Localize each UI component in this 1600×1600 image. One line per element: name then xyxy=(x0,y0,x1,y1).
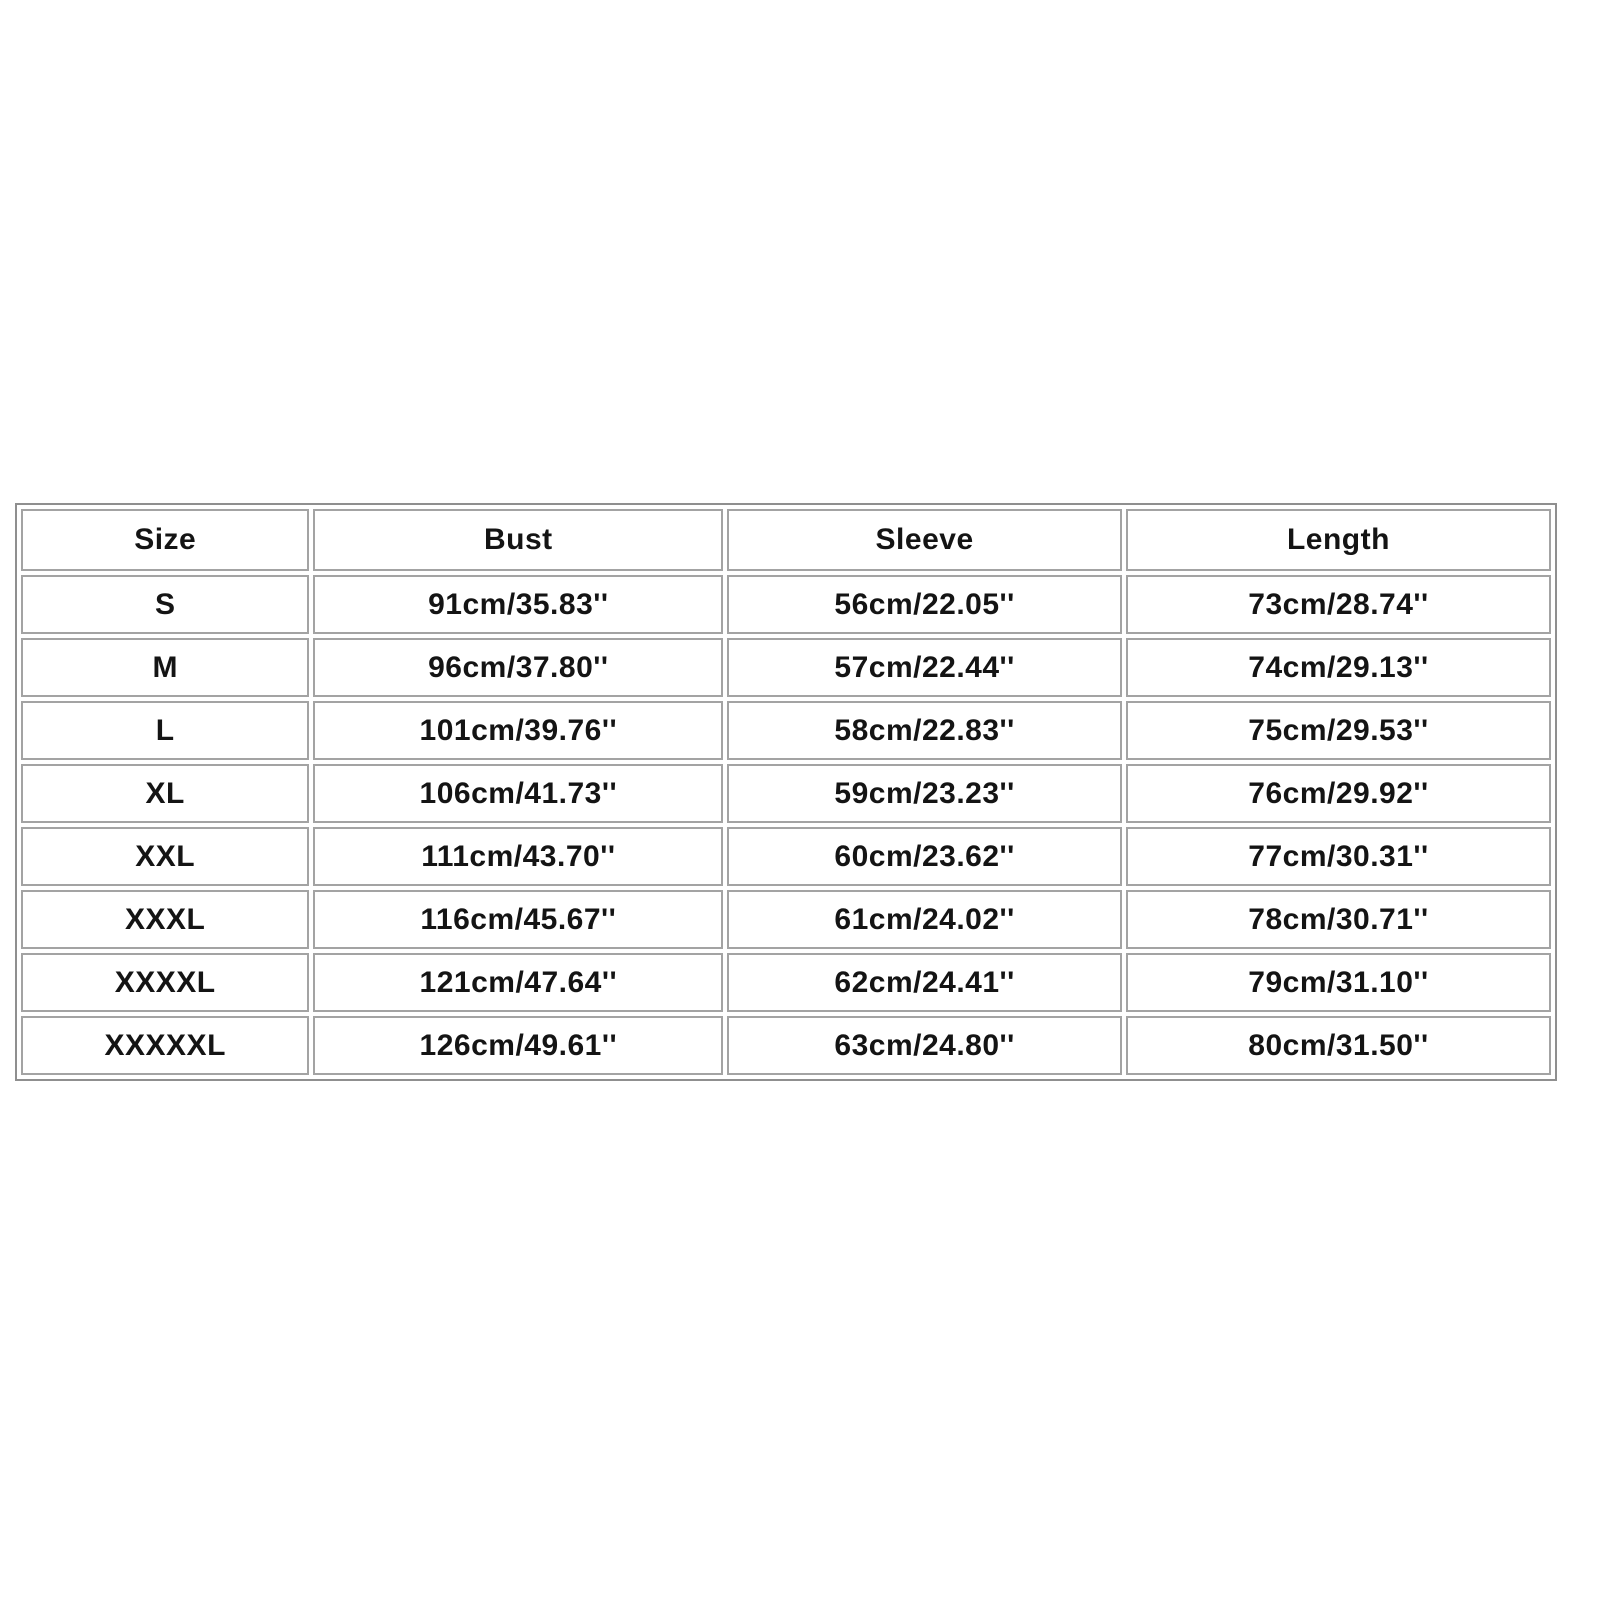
size-cell: XXXXXL xyxy=(21,1016,309,1075)
length-cell: 77cm/30.31'' xyxy=(1126,827,1551,886)
header-row xyxy=(21,509,1551,571)
table-row xyxy=(21,764,1551,823)
length-cell: 80cm/31.50'' xyxy=(1126,1016,1551,1075)
bust-cell: 126cm/49.61'' xyxy=(313,1016,723,1075)
sleeve-cell: 61cm/24.02'' xyxy=(727,890,1122,949)
column-header-length: Length xyxy=(1126,509,1551,571)
table-row xyxy=(21,1016,1551,1075)
bust-cell: 91cm/35.83'' xyxy=(313,575,723,634)
size-cell: XXXL xyxy=(21,890,309,949)
length-cell: 79cm/31.10'' xyxy=(1126,953,1551,1012)
sleeve-cell: 59cm/23.23'' xyxy=(727,764,1122,823)
size-chart-table xyxy=(15,503,1557,1081)
sleeve-cell: 56cm/22.05'' xyxy=(727,575,1122,634)
bust-cell: 116cm/45.67'' xyxy=(313,890,723,949)
bust-cell: 111cm/43.70'' xyxy=(313,827,723,886)
bust-cell: 106cm/41.73'' xyxy=(313,764,723,823)
length-cell: 74cm/29.13'' xyxy=(1126,638,1551,697)
size-cell: XXL xyxy=(21,827,309,886)
table-row xyxy=(21,827,1551,886)
size-cell: M xyxy=(21,638,309,697)
size-chart-container xyxy=(15,503,1557,1081)
size-cell: L xyxy=(21,701,309,760)
sleeve-cell: 62cm/24.41'' xyxy=(727,953,1122,1012)
sleeve-cell: 63cm/24.80'' xyxy=(727,1016,1122,1075)
table-row xyxy=(21,638,1551,697)
size-chart-body xyxy=(21,575,1551,1075)
table-row xyxy=(21,575,1551,634)
sleeve-cell: 58cm/22.83'' xyxy=(727,701,1122,760)
column-header-size: Size xyxy=(21,509,309,571)
sleeve-cell: 60cm/23.62'' xyxy=(727,827,1122,886)
size-cell: XXXXL xyxy=(21,953,309,1012)
table-row xyxy=(21,890,1551,949)
bust-cell: 101cm/39.76'' xyxy=(313,701,723,760)
size-cell: XL xyxy=(21,764,309,823)
length-cell: 76cm/29.92'' xyxy=(1126,764,1551,823)
sleeve-cell: 57cm/22.44'' xyxy=(727,638,1122,697)
table-row xyxy=(21,953,1551,1012)
length-cell: 73cm/28.74'' xyxy=(1126,575,1551,634)
length-cell: 78cm/30.71'' xyxy=(1126,890,1551,949)
column-header-bust: Bust xyxy=(313,509,723,571)
bust-cell: 96cm/37.80'' xyxy=(313,638,723,697)
bust-cell: 121cm/47.64'' xyxy=(313,953,723,1012)
size-chart-header xyxy=(21,509,1551,571)
column-header-sleeve: Sleeve xyxy=(727,509,1122,571)
table-row xyxy=(21,701,1551,760)
length-cell: 75cm/29.53'' xyxy=(1126,701,1551,760)
size-cell: S xyxy=(21,575,309,634)
